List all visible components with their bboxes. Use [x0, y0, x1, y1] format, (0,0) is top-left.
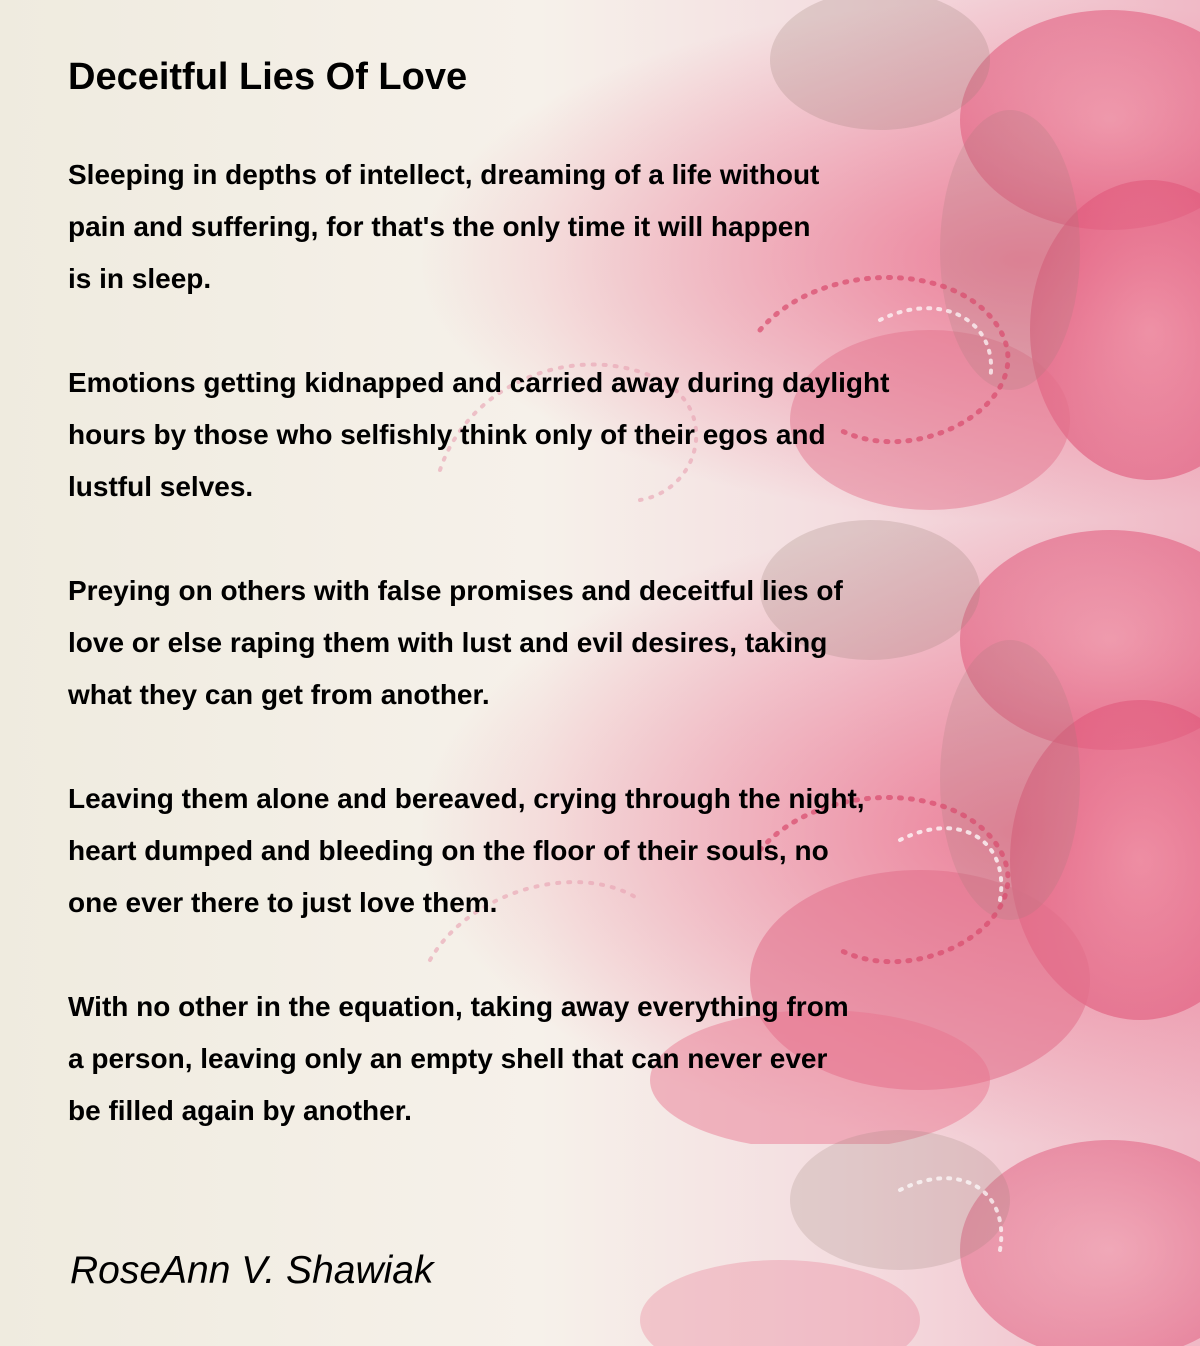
poem-line: Preying on others with false promises and deceitful lies of	[68, 575, 843, 606]
stanza	[68, 357, 1068, 513]
poem-line: heart dumped and bleeding on the floor of their souls, no	[68, 835, 829, 866]
poem-line: a person, leaving only an empty shell that can never ever	[68, 1043, 828, 1074]
poem-line: With no other in the equation, taking away everything from	[68, 991, 849, 1022]
stanza	[68, 565, 1068, 721]
poem-line: love or else raping them with lust and evil desires, taking	[68, 627, 828, 658]
poem-body	[68, 149, 1068, 1189]
poem-line: Emotions getting kidnapped and carried away during daylight	[68, 367, 890, 398]
poem-line: pain and suffering, for that's the only time it will happen	[68, 211, 811, 242]
poem-author: RoseAnn V. Shawiak	[70, 1249, 434, 1292]
poem-line: is in sleep.	[68, 263, 212, 294]
poem-line: Sleeping in depths of intellect, dreaming of a life without	[68, 159, 820, 190]
stanza	[68, 773, 1068, 929]
poem-line: what they can get from another.	[68, 679, 490, 710]
poem-line: lustful selves.	[68, 471, 254, 502]
stanza	[68, 981, 1068, 1137]
stanza	[68, 149, 1068, 305]
poem-title: Deceitful Lies Of Love	[68, 56, 468, 98]
poem-line: be filled again by another.	[68, 1095, 412, 1126]
poem-line: one ever there to just love them.	[68, 887, 498, 918]
poem-line: Leaving them alone and bereaved, crying through the night,	[68, 783, 865, 814]
poem-line: hours by those who selfishly think only of their egos and	[68, 419, 826, 450]
